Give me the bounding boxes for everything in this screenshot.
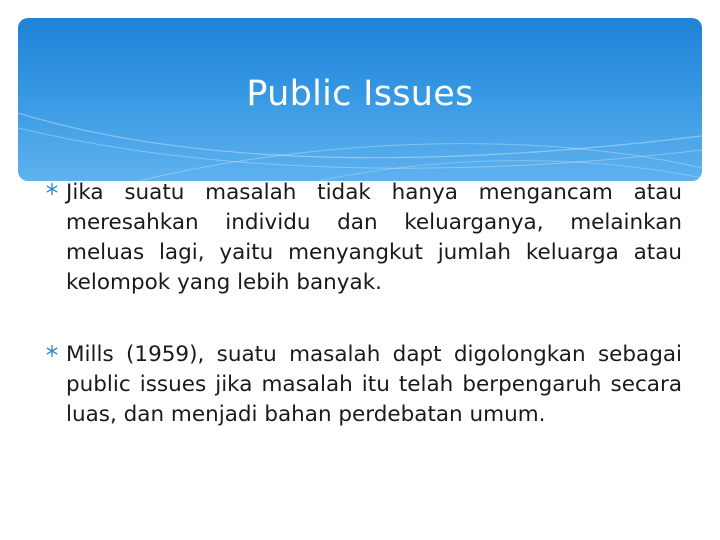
bullet-text: Mills (1959), suatu masalah dapt digolongkan sebagai public issues jika masalah itu telah berpengaruh secara luas, dan menjadi bahan perdebatan umum.: [66, 342, 682, 427]
bullet-item: [44, 178, 682, 298]
bullet-item: [44, 340, 682, 430]
bullet-text: Jika suatu masalah tidak hanya mengancam atau meresahkan individu dan keluarganya, melainkan meluas lagi, yaitu menyangkut jumlah keluarga atau kelompok yang lebih banyak.: [66, 180, 682, 295]
slide-title: Public Issues: [246, 74, 474, 114]
asterisk-bullet-icon: [44, 181, 60, 197]
asterisk-bullet-icon: [44, 343, 60, 359]
bullet-list: [44, 178, 682, 472]
title-banner: [18, 18, 702, 181]
